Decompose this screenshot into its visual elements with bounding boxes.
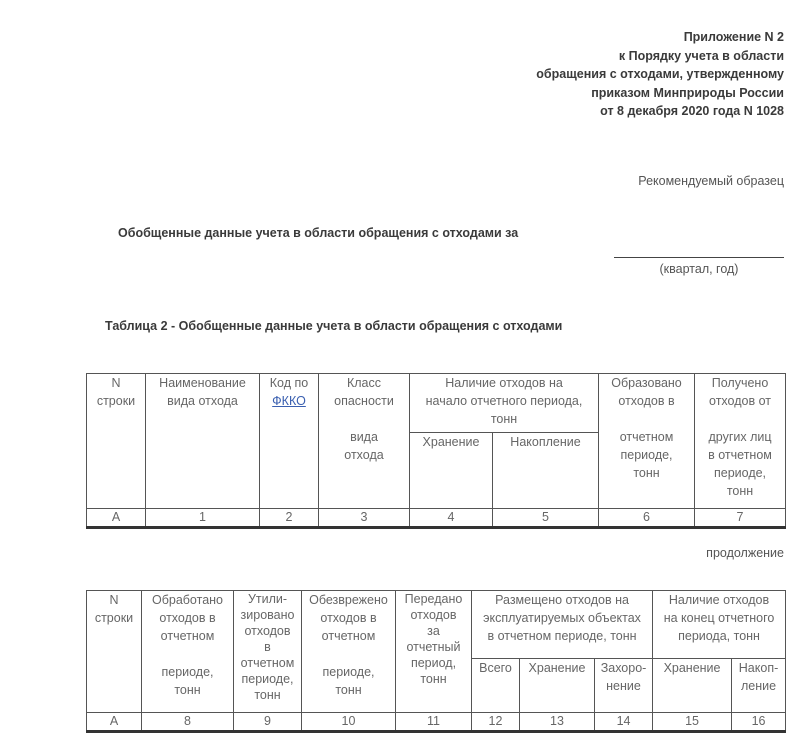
column-number: 5 (493, 509, 599, 528)
column-number: 6 (599, 509, 695, 528)
column-number: 14 (595, 713, 653, 732)
header-storage: Хранение (410, 433, 493, 509)
header-end-storage: Хранение (653, 659, 732, 713)
table-title: Таблица 2 - Обобщенные данные учета в области обращения с отходами (105, 319, 563, 333)
waste-table-part2 (86, 590, 786, 733)
column-number: 15 (653, 713, 732, 732)
appendix-line: к Порядку учета в области (618, 48, 784, 63)
header-storage: Хранение (520, 659, 595, 713)
waste-table-part1 (86, 373, 786, 529)
column-number: 1 (146, 509, 260, 528)
header-row-number: N строки (87, 374, 146, 509)
column-number: 11 (396, 713, 472, 732)
column-number: А (87, 713, 142, 732)
header-total: Всего (472, 659, 520, 713)
fkko-link[interactable]: ФККО (272, 394, 306, 408)
appendix-line: от 8 декабря 2020 года N 1028 (600, 104, 784, 118)
column-number: 8 (142, 713, 234, 732)
header-end-of-period-group: Наличие отходов на конец отчетного периода, тонн (653, 591, 786, 659)
period-blank-line (614, 257, 784, 258)
header-placed-waste-group: Размещено отходов на эксплуатируемых объектах в отчетном периоде, тонн (472, 591, 653, 659)
column-number: 16 (732, 713, 786, 732)
column-number: 10 (302, 713, 396, 732)
header-processed-waste: Обработано отходов в отчетном периоде, тонн (142, 591, 234, 713)
header-received-waste: Получено отходов от других лиц в отчетном периоде, тонн (695, 374, 786, 509)
appendix-line: обращения с отходами, утвержденному (536, 67, 784, 81)
recommended-sample-label: Рекомендуемый образец (638, 174, 784, 188)
header-start-of-period-group: Наличие отходов на начало отчетного периода, тонн (410, 374, 599, 433)
header-utilized-waste: Утили- зировано отходов в отчетном периоде, тонн (234, 591, 302, 713)
appendix-line: приказом Минприроды России (591, 85, 784, 100)
header-end-accumulation: Накоп- ление (732, 659, 786, 713)
column-number: 2 (260, 509, 319, 528)
column-number: А (87, 509, 146, 528)
appendix-header (536, 28, 784, 121)
header-formed-waste: Образовано отходов в отчетном периоде, тонн (599, 374, 695, 509)
header-burial: Захоро- нение (595, 659, 653, 713)
header-fkko-code: Код по ФККО (260, 374, 319, 509)
header-neutralized-waste: Обезврежено отходов в отчетном периоде, тонн (302, 591, 396, 713)
column-number: 9 (234, 713, 302, 732)
column-number: 4 (410, 509, 493, 528)
column-number: 13 (520, 713, 595, 732)
continued-label: продолжение (706, 546, 784, 560)
period-hint: (квартал, год) (659, 262, 739, 276)
header-hazard-class: Класс опасности вида отхода (319, 374, 410, 509)
column-number: 7 (695, 509, 786, 528)
column-number: 3 (319, 509, 410, 528)
header-row-number: N строки (87, 591, 142, 713)
column-number: 12 (472, 713, 520, 732)
document-title: Обобщенные данные учета в области обращения с отходами за (118, 226, 519, 240)
header-accumulation: Накопление (493, 433, 599, 509)
header-transferred-waste: Передано отходов за отчетный период, тонн (396, 591, 472, 713)
appendix-line: Приложение N 2 (683, 30, 784, 44)
header-waste-name: Наименование вида отхода (146, 374, 260, 509)
